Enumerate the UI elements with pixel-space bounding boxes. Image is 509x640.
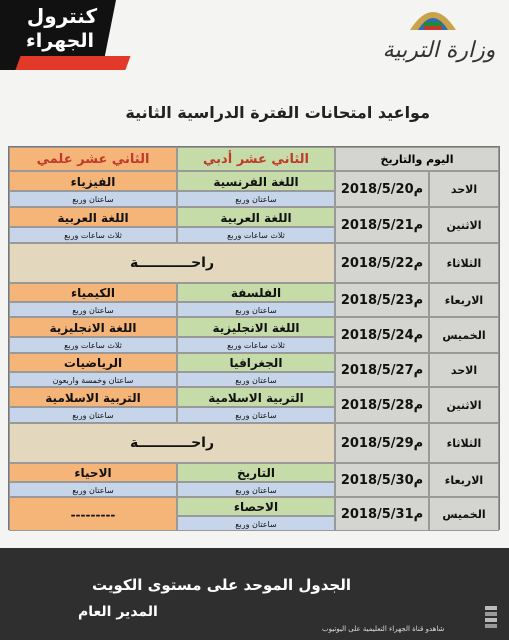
- scientific-duration: ساعتان وربع: [72, 411, 114, 420]
- scientific-duration-cell: [9, 372, 177, 387]
- literary-duration: ساعتان وربع: [235, 306, 277, 315]
- literary-subject-cell: [177, 497, 335, 516]
- date-cell: [335, 317, 429, 353]
- scientific-duration: ثلاث ساعات وربع: [64, 231, 122, 240]
- date-label: 2018/5/28م: [340, 397, 424, 413]
- scientific-duration-cell: [9, 337, 177, 353]
- exam-schedule-table: [8, 146, 500, 530]
- day-label: الاثنين: [446, 398, 482, 412]
- date-cell: [335, 423, 429, 463]
- date-cell: [335, 353, 429, 387]
- scientific-duration-cell: [9, 407, 177, 423]
- scientific-duration-cell: [9, 302, 177, 317]
- date-cell: [335, 207, 429, 243]
- header-scientific: [9, 147, 177, 171]
- day-cell: [429, 317, 499, 353]
- rest-label: راحـــــــــــة: [129, 255, 215, 271]
- day-label: الاربعاء: [444, 293, 484, 307]
- day-cell: [429, 283, 499, 317]
- day-label: الخميس: [442, 328, 486, 342]
- rest-label: راحـــــــــــة: [129, 435, 215, 451]
- director-title: المدير العام: [78, 604, 158, 620]
- day-label: الاثنين: [446, 218, 482, 232]
- literary-subject-cell: [177, 387, 335, 407]
- youtube-channel-note: شاهدو قناة الجهراء التعليمية على اليوتيوب: [322, 625, 445, 633]
- literary-subject: التربية الاسلامية: [208, 391, 304, 405]
- literary-subject: الجغرافيا: [229, 356, 283, 370]
- page-title: مواعيد امتحانات الفترة الدراسية الثانية: [125, 103, 430, 122]
- date-label: 2018/5/31م: [340, 506, 424, 522]
- header-scientific-label: الثاني عشر علمي: [36, 152, 150, 167]
- day-cell: [429, 387, 499, 423]
- scientific-duration: ساعتان وربع: [72, 195, 114, 204]
- header-literary-label: الثاني عشر أدبي: [203, 152, 309, 167]
- literary-duration: ساعتان وربع: [235, 376, 277, 385]
- day-cell: [429, 497, 499, 531]
- scientific-duration: ثلاث ساعات وربع: [64, 341, 122, 350]
- literary-duration-cell: [177, 191, 335, 207]
- scientific-subject: التربية الاسلامية: [45, 391, 141, 405]
- literary-subject-cell: [177, 463, 335, 482]
- scientific-subject-cell: [9, 497, 177, 531]
- scientific-duration: ساعتان وخمسة واربعون: [52, 376, 134, 385]
- date-label: 2018/5/24م: [340, 327, 424, 343]
- badge-line2: الجهراء: [26, 30, 94, 52]
- day-cell: [429, 207, 499, 243]
- literary-subject-cell: [177, 317, 335, 337]
- literary-duration: ثلاث ساعات وربع: [227, 231, 285, 240]
- literary-duration: ساعتان وربع: [235, 486, 277, 495]
- date-label: 2018/5/22م: [340, 255, 424, 271]
- literary-subject: الفلسفة: [230, 286, 282, 300]
- scientific-subject-cell: [9, 317, 177, 337]
- scientific-subject: اللغة العربية: [57, 211, 129, 225]
- literary-duration: ساعتان وربع: [235, 195, 277, 204]
- scientific-subject-cell: [9, 387, 177, 407]
- date-label: 2018/5/21م: [340, 217, 424, 233]
- header-day-date: [335, 147, 499, 171]
- day-label: الاحد: [450, 182, 478, 196]
- scientific-subject: الكيمياء: [70, 286, 116, 300]
- header-day-date-label: اليوم والتاريخ: [380, 153, 454, 166]
- scientific-subject-cell: [9, 283, 177, 302]
- scientific-duration: ساعتان وربع: [72, 486, 114, 495]
- day-cell: [429, 423, 499, 463]
- scientific-duration-cell: [9, 482, 177, 497]
- scientific-duration-cell: [9, 227, 177, 243]
- literary-subject: اللغة العربية: [220, 211, 292, 225]
- literary-subject-cell: [177, 171, 335, 191]
- day-label: الثلاثاء: [446, 436, 482, 450]
- day-cell: [429, 171, 499, 207]
- literary-duration-cell: [177, 337, 335, 353]
- day-label: الاربعاء: [444, 473, 484, 487]
- literary-duration: ساعتان وربع: [235, 411, 277, 420]
- day-label: الاحد: [450, 363, 478, 377]
- date-label: 2018/5/20م: [340, 181, 424, 197]
- unified-schedule-note: الجدول الموحد على مستوى الكويت: [92, 576, 351, 594]
- date-cell: [335, 283, 429, 317]
- scientific-subject: اللغة الانجليزية: [49, 321, 137, 335]
- scientific-duration-cell: [9, 191, 177, 207]
- date-label: 2018/5/23م: [340, 292, 424, 308]
- literary-duration-cell: [177, 372, 335, 387]
- scientific-subject: الاحياء: [74, 466, 112, 480]
- date-cell: [335, 463, 429, 497]
- day-label: الثلاثاء: [446, 256, 482, 270]
- scientific-subject: الرياضيات: [63, 356, 123, 370]
- day-cell: [429, 243, 499, 283]
- scientific-subject-cell: [9, 207, 177, 227]
- rest-day-cell: [9, 243, 335, 283]
- scientific-subject: الفيزياء: [70, 175, 116, 189]
- date-cell: [335, 497, 429, 531]
- day-label: الخميس: [442, 507, 486, 521]
- date-cell: [335, 243, 429, 283]
- date-label: 2018/5/29م: [340, 435, 424, 451]
- day-cell: [429, 463, 499, 497]
- literary-duration-cell: [177, 227, 335, 243]
- date-label: 2018/5/30م: [340, 472, 424, 488]
- scientific-duration: ساعتان وربع: [72, 306, 114, 315]
- literary-duration-cell: [177, 482, 335, 497]
- badge-red-stripe: [15, 56, 130, 70]
- rest-day-cell: [9, 423, 335, 463]
- literary-subject: اللغة الانجليزية: [212, 321, 300, 335]
- date-cell: [335, 387, 429, 423]
- day-cell: [429, 353, 499, 387]
- literary-duration-cell: [177, 516, 335, 531]
- badge-line1: كنترول: [26, 4, 98, 28]
- literary-subject-cell: [177, 207, 335, 227]
- header-literary: [177, 147, 335, 171]
- literary-subject: اللغة الفرنسية: [213, 175, 299, 189]
- literary-duration-cell: [177, 302, 335, 317]
- literary-duration: ثلاث ساعات وربع: [227, 341, 285, 350]
- scientific-subject: ---------: [70, 508, 116, 522]
- literary-duration-cell: [177, 407, 335, 423]
- literary-subject: التاريخ: [236, 466, 276, 480]
- scientific-subject-cell: [9, 463, 177, 482]
- ministry-name: وزارة التربية: [382, 38, 496, 63]
- date-cell: [335, 171, 429, 207]
- kuwait-emblem-icon: [404, 0, 462, 36]
- literary-subject: الاحصاء: [233, 500, 279, 514]
- literary-subject-cell: [177, 283, 335, 302]
- literary-subject-cell: [177, 353, 335, 372]
- stacked-books-icon: [484, 604, 498, 630]
- literary-duration: ساعتان وربع: [235, 520, 277, 529]
- scientific-subject-cell: [9, 353, 177, 372]
- date-label: 2018/5/27م: [340, 362, 424, 378]
- scientific-subject-cell: [9, 171, 177, 191]
